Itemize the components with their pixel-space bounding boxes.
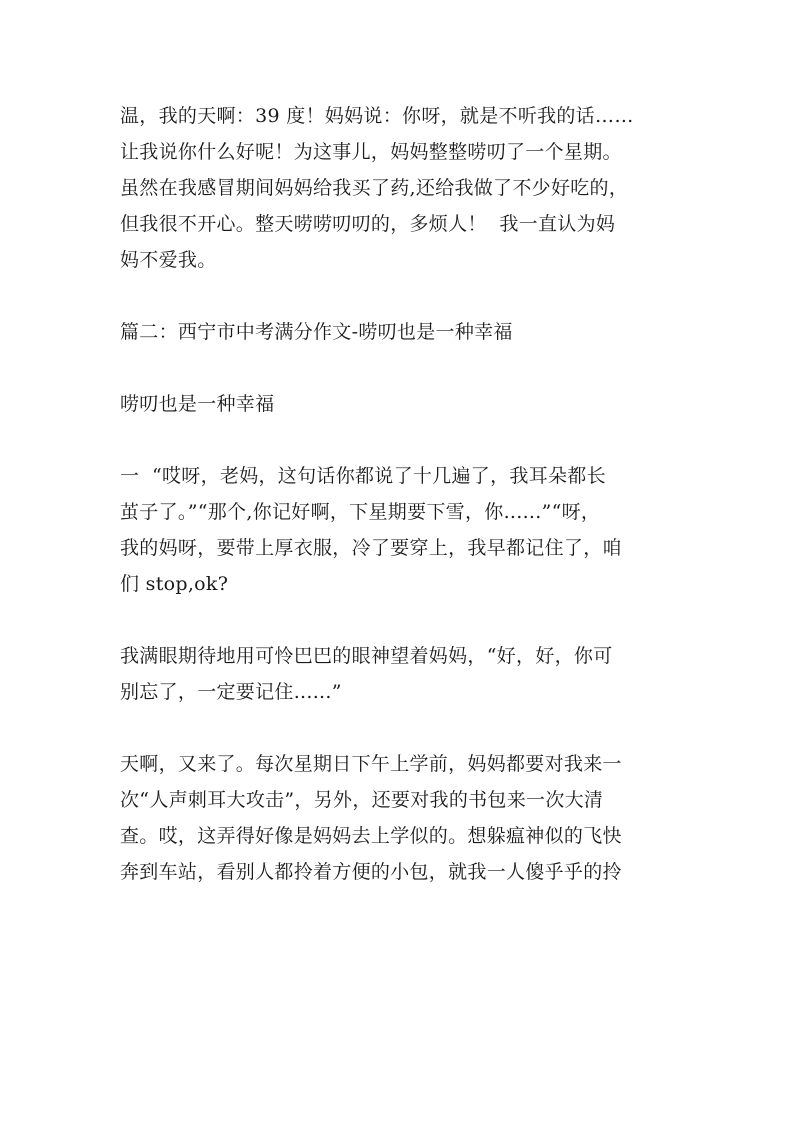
text-line: 虽然在我感冒期间妈妈给我买了药,还给我做了不少好吃的， <box>120 177 629 199</box>
text-line: 奔到车站，看别人都拎着方便的小包，就我一人傻乎乎的拎 <box>120 861 622 883</box>
paragraph-gap <box>120 602 680 638</box>
text-line: 我的妈呀，要带上厚衣服，冷了要穿上，我早都记住了，咱 <box>120 537 622 559</box>
text-line: 我满眼期待地用可怜巴巴的眼神望着妈妈，“好，好，你可 <box>120 645 613 667</box>
paragraph-gap <box>120 278 680 314</box>
text-line: 茧子了。”“那个,你记好啊，下星期要下雪，你......”“呀， <box>120 501 601 523</box>
paragraph-gap <box>120 350 680 386</box>
text-line: 次“人声刺耳大攻击”，另外，还要对我的书包来一次大清 <box>120 789 604 811</box>
document-page <box>120 98 680 890</box>
text-line: 天啊，又来了。每次星期日下午上学前，妈妈都要对我来一 <box>120 753 622 775</box>
text-line: 让我说你什么好呢！为这事儿，妈妈整整唠叨了一个星期。 <box>120 141 622 163</box>
essay-title <box>120 386 680 422</box>
text-line: 查。哎，这弄得好像是妈妈去上学似的。想躲瘟神似的飞快 <box>120 825 622 847</box>
paragraph-gap <box>120 422 680 458</box>
text-line: 温，我的天啊：39 度！妈妈说：你呀，就是不听我的话…… <box>120 105 634 127</box>
paragraph-4 <box>120 746 680 890</box>
paragraph-3 <box>120 638 680 710</box>
paragraph-gap <box>120 710 680 746</box>
text-line: 一 “哎呀，老妈，这句话你都说了十几遍了，我耳朵都长 <box>120 465 606 487</box>
section-heading <box>120 314 680 350</box>
text-line: 们 stop,ok? <box>120 573 229 595</box>
paragraph-1 <box>120 98 680 278</box>
text-line: 篇二：西宁市中考满分作文-唠叨也是一种幸福 <box>120 321 513 343</box>
text-line: 别忘了，一定要记住......” <box>120 681 342 703</box>
text-line: 妈不爱我。 <box>120 249 217 271</box>
paragraph-2 <box>120 458 680 602</box>
text-line: 唠叨也是一种幸福 <box>120 393 275 415</box>
text-line: 但我很不开心。整天唠唠叨叨的，多烦人！ 我一直认为妈 <box>120 213 616 235</box>
